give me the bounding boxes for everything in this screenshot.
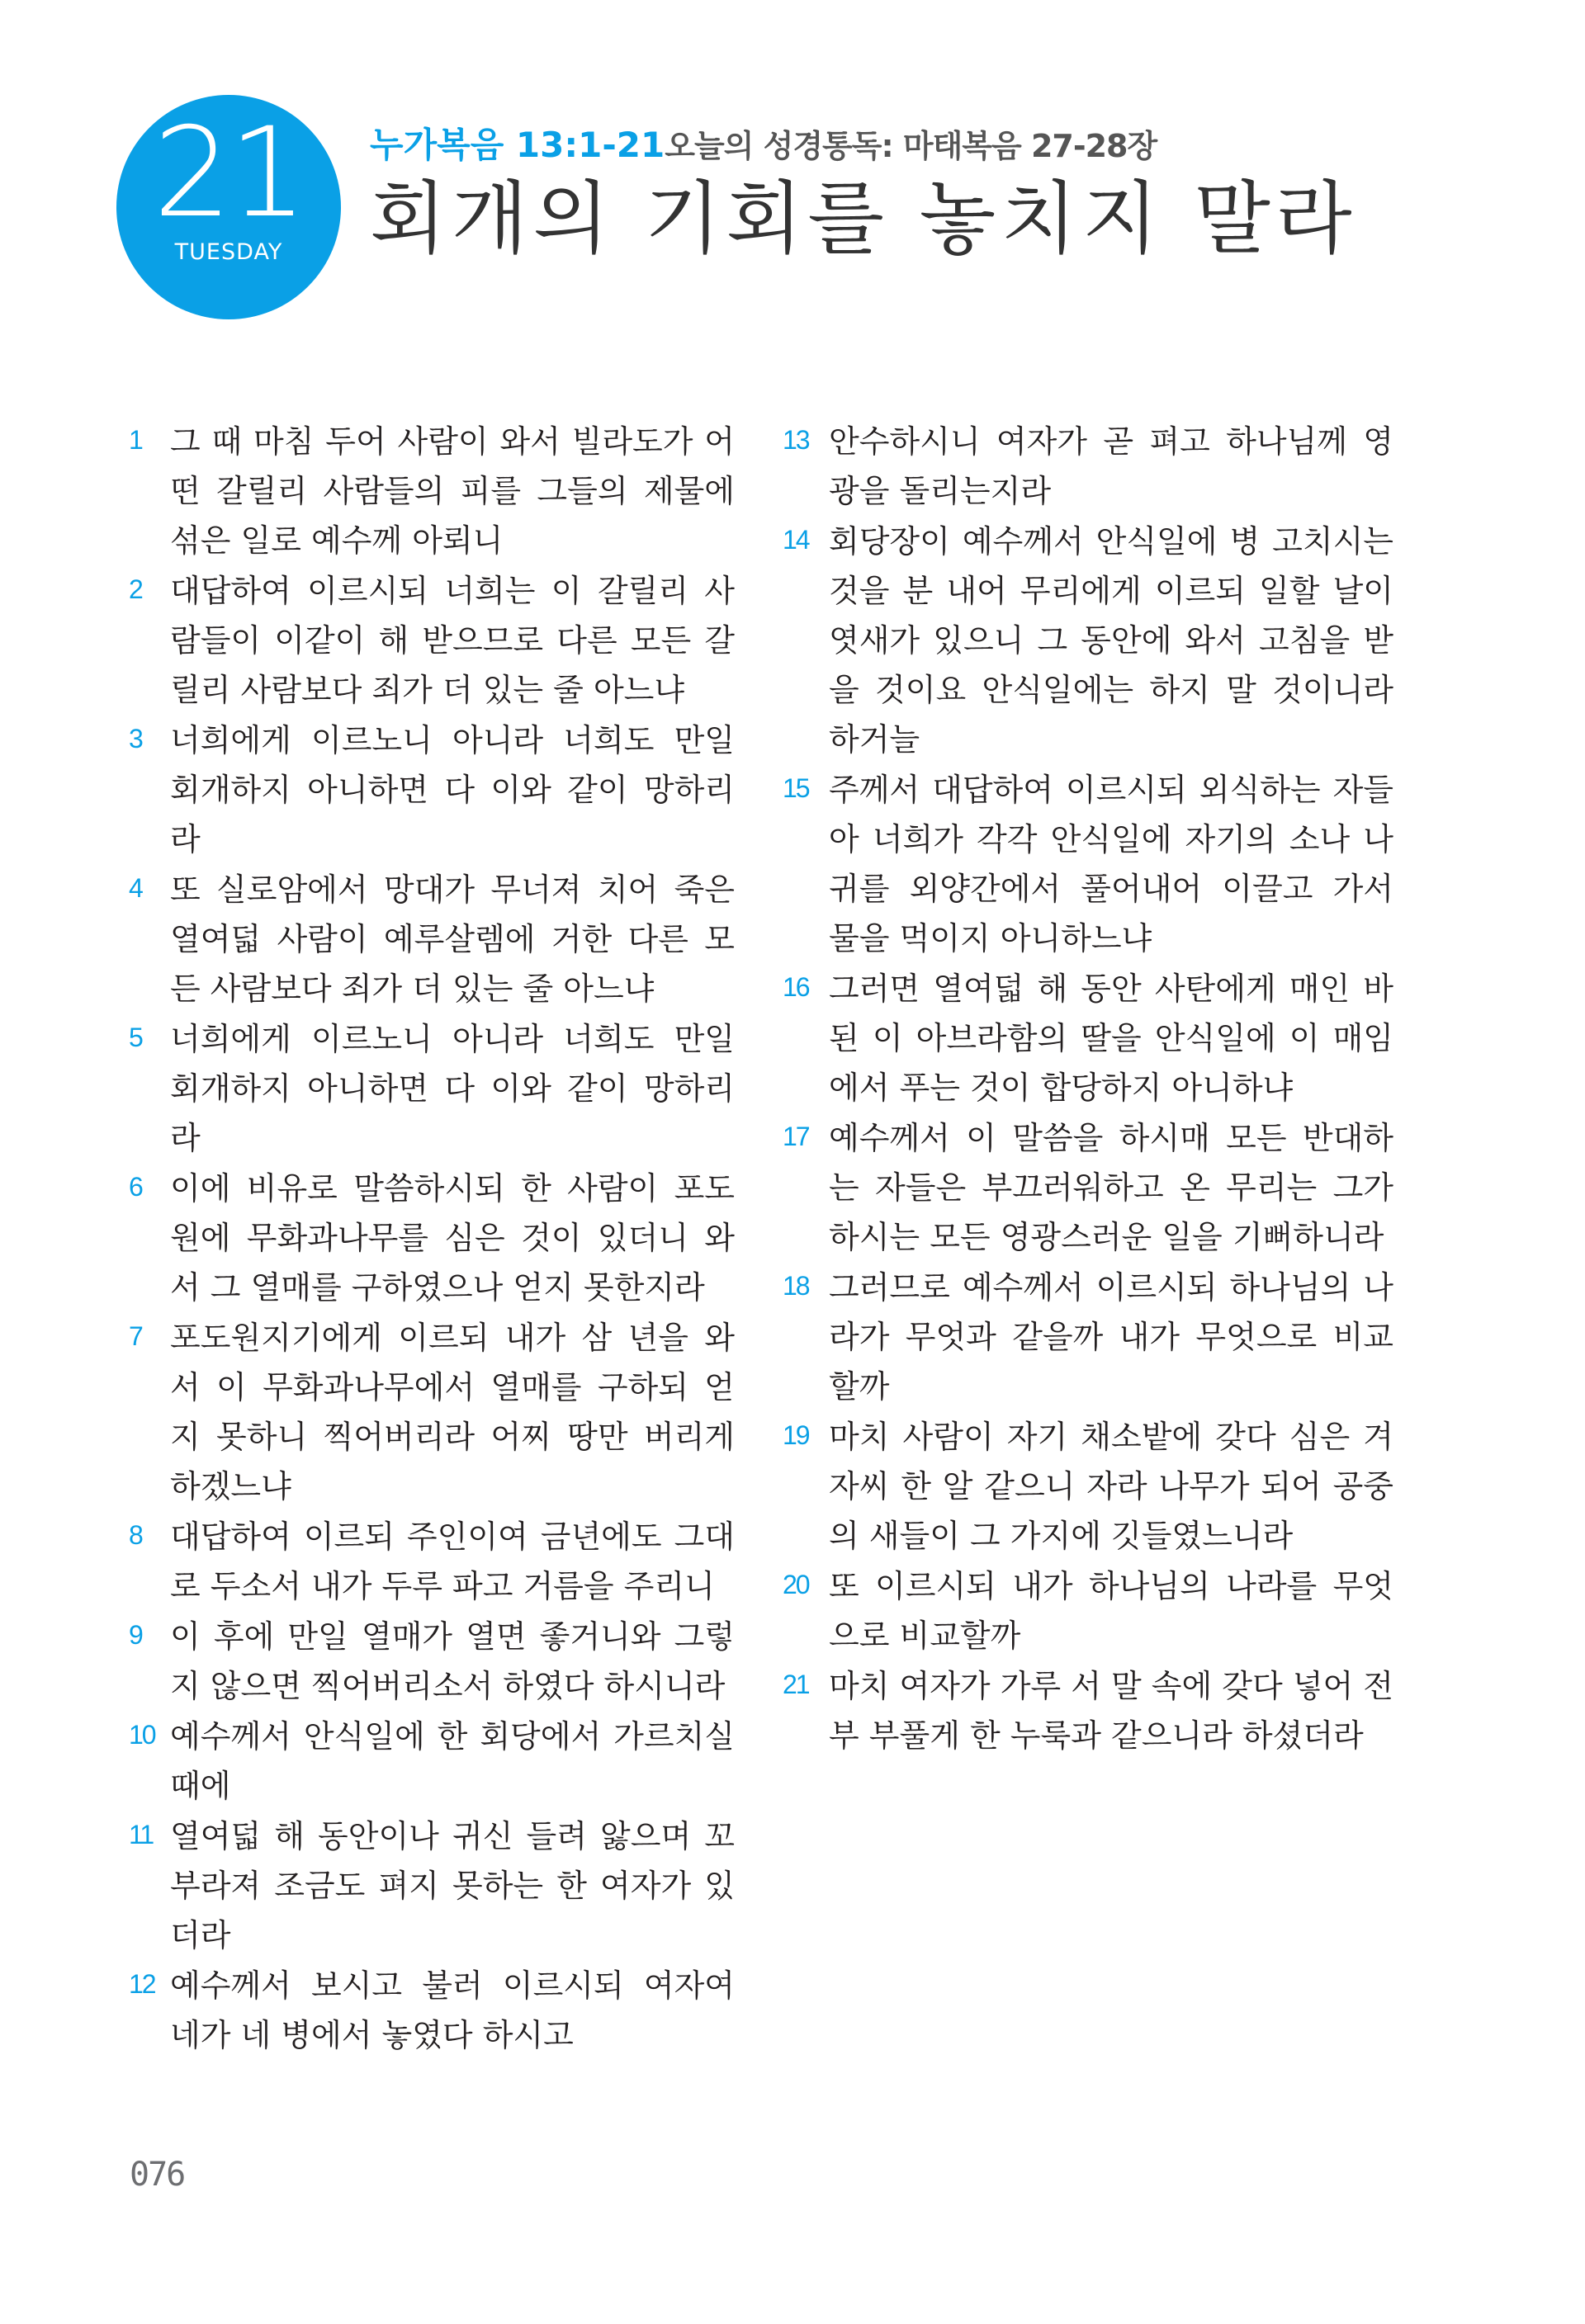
verse-text: 회당장이 예수께서 안식일에 병 고치시는 것을 분 내어 무리에게 이르되 일할 날이 엿새가 있으니 그 동안에 와서 고침을 받을 것이요 안식일에는 하지 말 것이니라 하거늘 [829, 523, 1393, 758]
verse-text: 마치 사람이 자기 채소밭에 갖다 심은 겨자씨 한 알 같으니 자라 나무가 되어 공중의 새들이 그 가지에 깃들였느니라 [829, 1419, 1393, 1554]
verse-number: 9 [129, 1620, 142, 1650]
verse [124, 1961, 735, 2060]
verse-text: 포도원지기에게 이르되 내가 삼 년을 와서 이 무화과나무에서 열매를 구하되 얻지 못하니 찍어버리라 어찌 땅만 버리게 하겠느냐 [170, 1320, 735, 1504]
verse [124, 716, 735, 864]
verse-text: 주께서 대답하여 이르시되 외식하는 자들아 너희가 각각 안식일에 자기의 소나 나귀를 외양간에서 풀어내어 이끌고 가서 물을 먹이지 아니하느냐 [829, 772, 1393, 957]
verse-text: 너희에게 이르노니 아니라 너희도 만일 회개하지 아니하면 다 이와 같이 망하리라 [170, 722, 735, 857]
verse-text: 그러므로 예수께서 이르시되 하나님의 나라가 무엇과 같을까 내가 무엇으로 비교할까 [829, 1269, 1393, 1405]
page-number: 076 [130, 2156, 185, 2194]
verse [783, 517, 1393, 764]
scripture-passage: 누가복음 13:1-21 [370, 125, 665, 165]
verse [124, 865, 735, 1013]
date-badge [116, 95, 341, 319]
verse [783, 1412, 1393, 1561]
verse [124, 1811, 735, 1960]
verse-number: 6 [129, 1172, 142, 1202]
verse-number: 1 [129, 425, 142, 455]
verse-number: 19 [783, 1420, 809, 1450]
verse [783, 1561, 1393, 1660]
verse-text: 예수께서 안식일에 한 회당에서 가르치실 때에 [170, 1718, 735, 1804]
verse-text: 이에 비유로 말씀하시되 한 사람이 포도원에 무화과나무를 심은 것이 있더니 와서 그 열매를 구하였으나 얻지 못한지라 [170, 1170, 735, 1306]
daily-reading: 오늘의 성경통독: 마태복음 27-28장 [665, 128, 1157, 164]
verse-number: 11 [129, 1820, 154, 1849]
verse-number: 21 [783, 1670, 809, 1699]
verse-number: 16 [783, 972, 809, 1002]
verse [124, 566, 735, 715]
verse [783, 765, 1393, 963]
verse-column-right [783, 417, 1393, 1761]
subtitle [370, 122, 1357, 169]
verse-text: 그러면 열여덟 해 동안 사탄에게 매인 바 된 이 아브라함의 딸을 안식일에 이 매임에서 푸는 것이 합당하지 아니하냐 [829, 971, 1393, 1106]
verse-text: 그 때 마침 두어 사람이 와서 빌라도가 어떤 갈릴리 사람들의 피를 그들의 제물에 섞은 일로 예수께 아뢰니 [170, 423, 735, 559]
verse-number: 10 [129, 1720, 155, 1750]
verse-number: 18 [783, 1271, 809, 1301]
verse-text: 이 후에 만일 열매가 열면 좋거니와 그렇지 않으면 찍어버리소서 하였다 하시니라 [170, 1618, 735, 1704]
verse-number: 2 [129, 574, 142, 604]
verse-number: 8 [129, 1520, 142, 1550]
verse-text: 열여덟 해 동안이나 귀신 들려 앓으며 꼬부라져 조금도 펴지 못하는 한 여자가 있더라 [170, 1818, 735, 1953]
verse-number: 12 [129, 1969, 155, 1999]
verse-text: 또 실로암에서 망대가 무너져 치어 죽은 열여덟 사람이 예루살렘에 거한 다른 모든 사람보다 죄가 더 있는 줄 아느냐 [170, 872, 735, 1007]
weekday-label: TUESDAY [174, 239, 283, 265]
verse [783, 1263, 1393, 1411]
verse-text: 너희에게 이르노니 아니라 너희도 만일 회개하지 아니하면 다 이와 같이 망하리라 [170, 1021, 735, 1156]
page-title: 회개의 기회를 놓치지 말라 [370, 172, 1357, 265]
verse-text: 대답하여 이르시되 너희는 이 갈릴리 사람들이 이같이 해 받으므로 다른 모든 갈릴리 사람보다 죄가 더 있는 줄 아느냐 [170, 573, 735, 708]
verse [124, 1014, 735, 1163]
verse [124, 1313, 735, 1511]
verse-text: 안수하시니 여자가 곧 펴고 하나님께 영광을 돌리는지라 [829, 423, 1393, 509]
verse-number: 4 [129, 873, 142, 903]
verse-number: 13 [783, 425, 809, 455]
page-header [370, 122, 1357, 265]
verse [124, 417, 735, 565]
verse-column-left [124, 417, 735, 2061]
verse-number: 17 [783, 1122, 809, 1151]
verse-text: 예수께서 보시고 불러 이르시되 여자여 네가 네 병에서 놓였다 하시고 [170, 1967, 735, 2053]
verse [124, 1164, 735, 1312]
verse [783, 417, 1393, 516]
verse [783, 1113, 1393, 1262]
verse-text: 예수께서 이 말씀을 하시매 모든 반대하는 자들은 부끄러워하고 온 무리는 그가 하시는 모든 영광스러운 일을 기뻐하니라 [829, 1120, 1393, 1255]
verse-number: 3 [129, 724, 142, 753]
verse-number: 20 [783, 1570, 809, 1599]
verse-text: 대답하여 이르되 주인이여 금년에도 그대로 두소서 내가 두루 파고 거름을 주리니 [170, 1519, 735, 1604]
verse-number: 14 [783, 525, 809, 555]
verse [124, 1612, 735, 1711]
day-number: 21 [153, 102, 305, 245]
verse [124, 1512, 735, 1611]
verse-number: 7 [129, 1321, 142, 1351]
verse [124, 1712, 735, 1811]
verse [783, 964, 1393, 1112]
verse-number: 5 [129, 1023, 142, 1052]
verse-text: 또 이르시되 내가 하나님의 나라를 무엇으로 비교할까 [829, 1568, 1393, 1654]
verse-text: 마치 여자가 가루 서 말 속에 갖다 넣어 전부 부풀게 한 누룩과 같으니라 하셨더라 [829, 1668, 1393, 1754]
verse [783, 1661, 1393, 1760]
verse-number: 15 [783, 773, 809, 803]
